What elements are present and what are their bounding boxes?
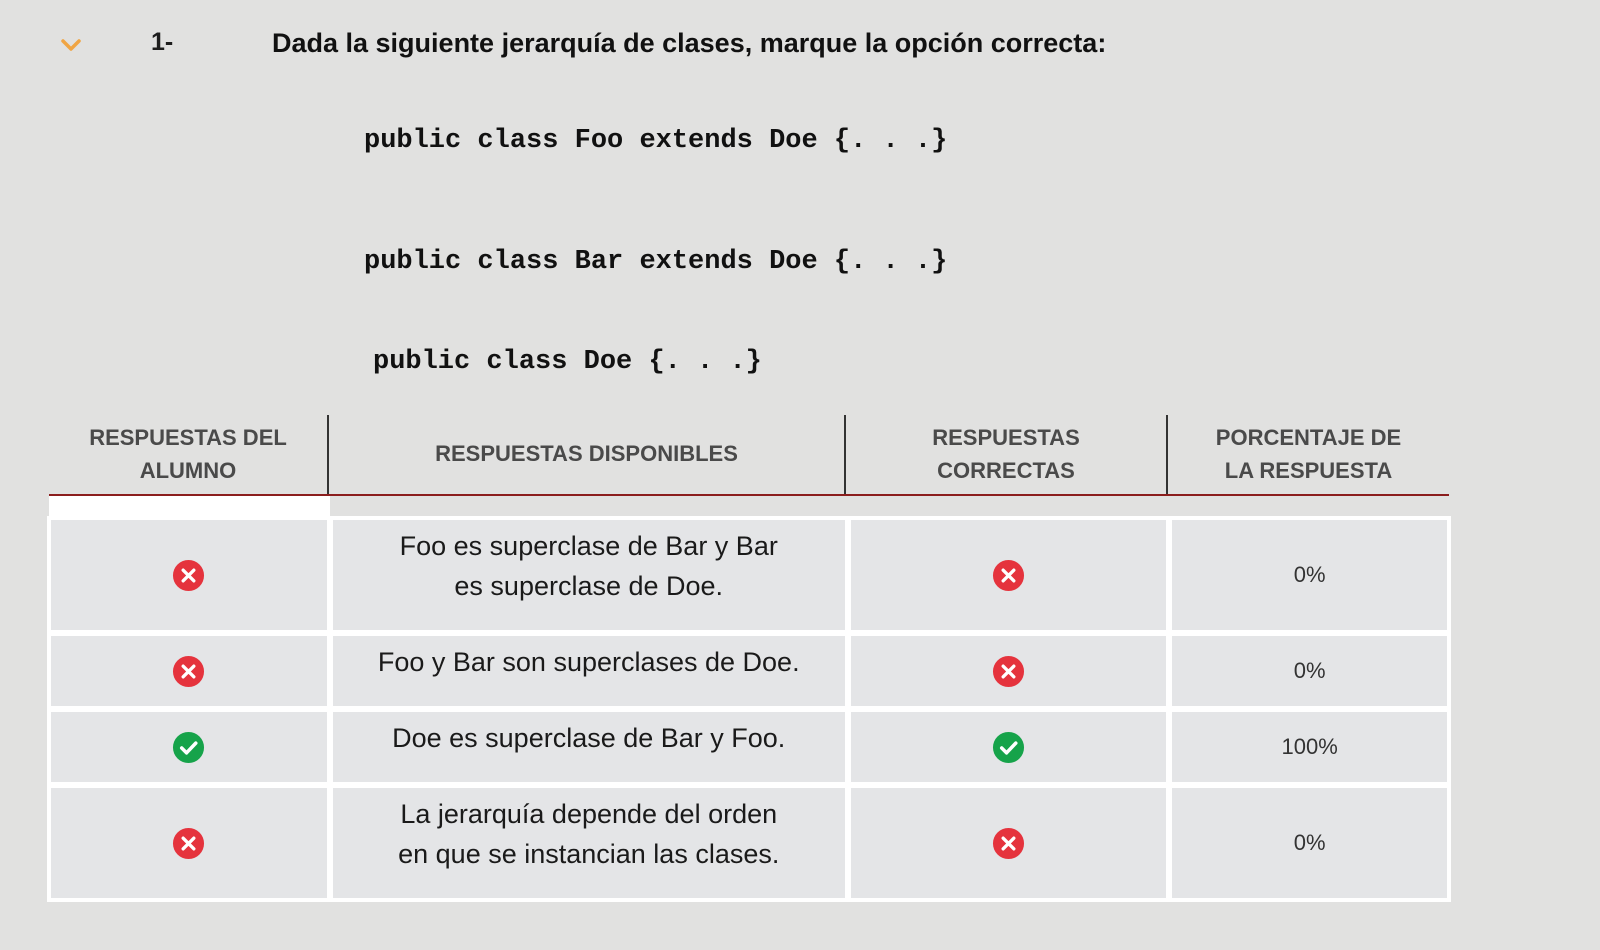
available-answer-cell: Doe es superclase de Bar y Foo. <box>333 712 845 782</box>
table-row <box>51 636 1447 706</box>
code-line: public class Bar extends Doe {. . .} <box>364 247 948 277</box>
correct-answer-cell <box>851 636 1167 706</box>
table-row <box>51 712 1447 782</box>
header-divider-strip <box>49 496 330 516</box>
available-answer-cell: La jerarquía depende del orden en que se instancian las clases. <box>333 788 845 898</box>
code-line: public class Doe {. . .} <box>373 347 762 377</box>
answers-table <box>49 415 1449 496</box>
header-available-answers: RESPUESTAS DISPONIBLES <box>329 415 846 494</box>
check-circle-icon <box>992 731 1025 764</box>
header-student-answers: RESPUESTAS DEL ALUMNO <box>49 415 329 494</box>
x-circle-icon <box>992 559 1025 592</box>
check-circle-icon <box>172 731 205 764</box>
correct-answer-cell <box>851 520 1167 630</box>
percentage-cell: 100% <box>1172 712 1447 782</box>
x-circle-icon <box>172 559 205 592</box>
x-circle-icon <box>172 655 205 688</box>
header-answer-percentage: PORCENTAJE DE LA RESPUESTA <box>1215 424 1402 483</box>
table-header <box>49 415 1449 496</box>
available-answer-cell: Foo es superclase de Bar y Bar es superclase de Doe. <box>333 520 845 630</box>
percentage-cell: 0% <box>1172 788 1447 898</box>
correct-answer-cell <box>851 788 1167 898</box>
x-circle-icon <box>172 827 205 860</box>
code-line: public class Foo extends Doe {. . .} <box>364 126 948 156</box>
x-circle-icon <box>992 827 1025 860</box>
table-row <box>51 520 1447 630</box>
available-answer-cell: Foo y Bar son superclases de Doe. <box>333 636 845 706</box>
student-answer-cell <box>51 520 327 630</box>
x-circle-icon <box>992 655 1025 688</box>
correct-answer-cell <box>851 712 1167 782</box>
student-answer-cell <box>51 788 327 898</box>
student-answer-cell <box>51 636 327 706</box>
chevron-down-icon[interactable] <box>58 34 84 56</box>
percentage-cell: 0% <box>1172 520 1447 630</box>
question-number: 1- <box>151 28 174 56</box>
header-correct-answers: RESPUESTAS CORRECTAS <box>846 415 1168 494</box>
question-text: Dada la siguiente jerarquía de clases, marque la opción correcta: <box>272 28 1107 58</box>
table-body <box>47 516 1451 902</box>
student-answer-cell <box>51 712 327 782</box>
table-row <box>51 788 1447 898</box>
percentage-cell: 0% <box>1172 636 1447 706</box>
